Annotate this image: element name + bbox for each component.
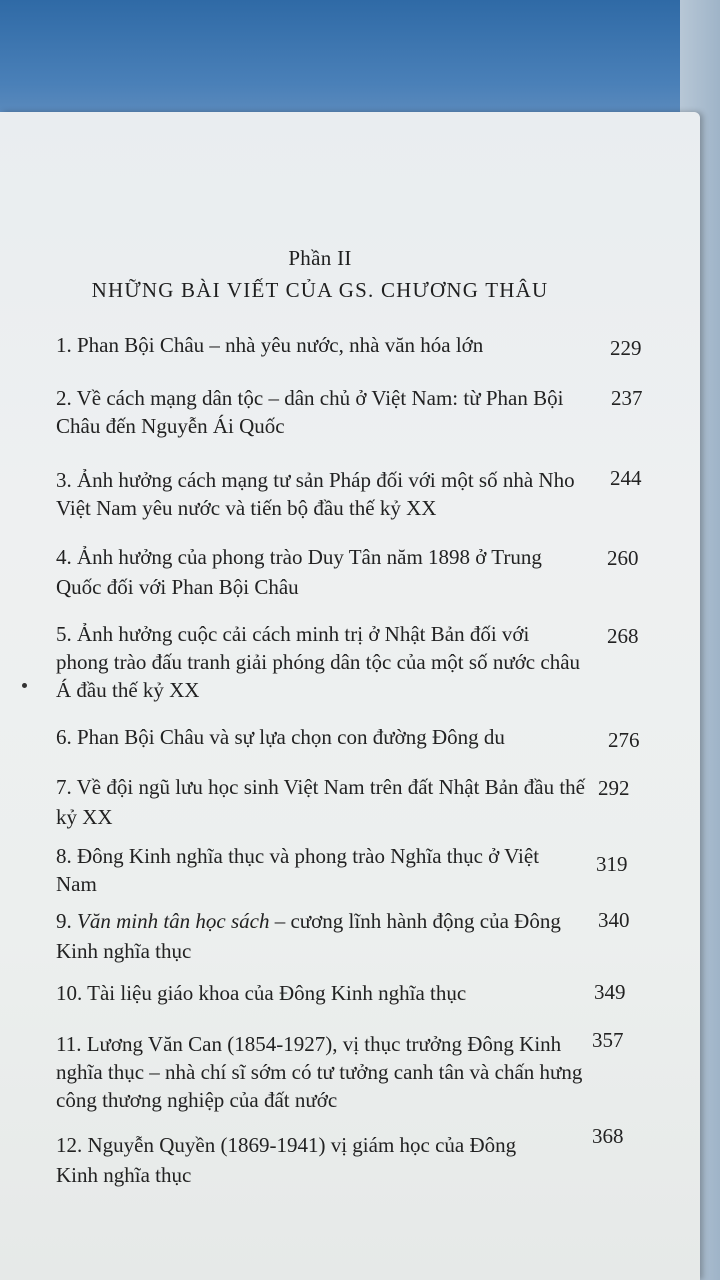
toc-entry-10: 10. Tài liệu giáo khoa của Đông Kinh nghĩa thục	[56, 981, 467, 1005]
margin-dot	[22, 683, 27, 688]
toc-page-1: 229	[610, 336, 642, 360]
toc-entry-9-suffix: – cương lĩnh hành động của Đông Kinh nghĩa thục	[56, 909, 561, 963]
toc-page-5: 268	[607, 624, 639, 648]
toc-entry-1: 1. Phan Bội Châu – nhà yêu nước, nhà văn hóa lớn	[56, 333, 484, 357]
toc-entry-3: 3. Ảnh hưởng cách mạng tư sản Pháp đối với một số nhà Nho Việt Nam yêu nước và tiến bộ đầu thế kỷ XX	[56, 468, 575, 520]
toc-entry-5: 5. Ảnh hưởng cuộc cải cách minh trị ở Nhật Bản đối với phong trào đấu tranh giải phóng dân tộc của một số nước châu Á đầu thế kỷ XX	[56, 622, 581, 702]
toc-entry-2: 2. Về cách mạng dân tộc – dân chủ ở Việt Nam: từ Phan Bội Châu đến Nguyễn Ái Quốc	[56, 386, 564, 438]
toc-page-2: 237	[611, 386, 643, 410]
toc-page-9: 340	[598, 908, 630, 932]
toc-entry-8: 8. Đông Kinh nghĩa thục và phong trào Nghĩa thục ở Việt Nam	[56, 844, 540, 896]
toc-page-3: 244	[610, 466, 642, 490]
toc-page-7: 292	[598, 776, 630, 800]
toc-page-12: 368	[592, 1124, 624, 1148]
toc-entry-9	[56, 906, 586, 966]
toc-page-11: 357	[592, 1028, 624, 1052]
part-heading: NHỮNG BÀI VIẾT CỦA GS. CHƯƠNG THÂU	[91, 278, 549, 302]
toc-entry-12: 12. Nguyễn Quyền (1869-1941) vị giám học của Đông Kinh nghĩa thục	[56, 1133, 517, 1187]
toc-entry-7: 7. Về đội ngũ lưu học sinh Việt Nam trên đất Nhật Bản đầu thế kỷ XX	[56, 775, 585, 829]
toc-entry-11: 11. Lương Văn Can (1854-1927), vị thục trưởng Đông Kinh nghĩa thục – nhà chí sĩ sớm có tư tưởng canh tân và chấn hưng công thương nghiệp của đất nước	[56, 1032, 583, 1112]
toc-page-10: 349	[594, 980, 626, 1004]
toc-page-8: 319	[596, 852, 628, 876]
toc-page-6: 276	[608, 728, 640, 752]
toc-entry-9-italic: Văn minh tân học sách	[77, 909, 270, 933]
toc-entry-4: 4. Ảnh hưởng của phong trào Duy Tân năm 1898 ở Trung Quốc đối với Phan Bội Châu	[56, 545, 542, 599]
toc-entry-6: 6. Phan Bội Châu và sự lựa chọn con đường Đông du	[56, 725, 505, 749]
toc-page-4: 260	[607, 546, 639, 570]
toc-entry-9-prefix: 9.	[56, 909, 77, 933]
part-label: Phần II	[288, 246, 352, 270]
